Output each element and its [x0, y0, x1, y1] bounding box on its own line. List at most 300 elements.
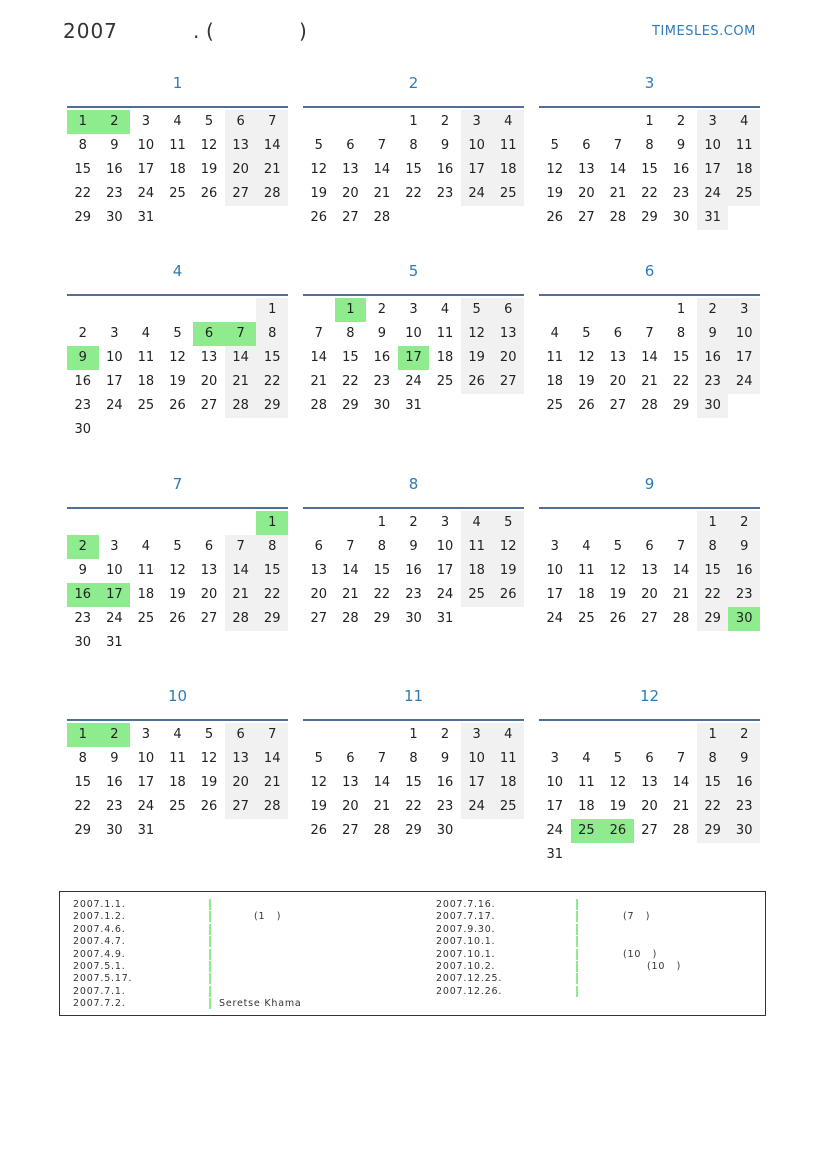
day-cell[interactable]: 31: [436, 611, 454, 626]
day-cell[interactable]: 31: [546, 847, 564, 862]
day-cell[interactable]: 27: [609, 398, 627, 413]
day-cell[interactable]: 3: [697, 110, 729, 134]
day-cell[interactable]: 24: [436, 587, 454, 602]
holiday-day-cell[interactable]: 17: [398, 346, 430, 370]
day-cell[interactable]: 2: [728, 723, 760, 747]
day-cell[interactable]: 9: [377, 326, 387, 341]
day-cell[interactable]: 2: [697, 298, 729, 322]
day-cell[interactable]: 20: [200, 587, 218, 602]
day-cell[interactable]: 6: [225, 110, 257, 134]
holiday-day-cell[interactable]: 30: [728, 607, 760, 631]
day-cell[interactable]: 22: [74, 186, 92, 201]
day-cell[interactable]: 23: [728, 583, 760, 607]
day-cell[interactable]: 4: [550, 326, 559, 341]
day-cell[interactable]: 16: [106, 775, 123, 790]
day-cell[interactable]: 16: [405, 563, 422, 578]
day-cell[interactable]: 9: [676, 138, 686, 153]
day-cell[interactable]: 16: [436, 162, 454, 177]
day-cell[interactable]: 16: [728, 771, 760, 795]
day-cell[interactable]: 21: [225, 583, 257, 607]
day-cell[interactable]: 21: [672, 587, 690, 602]
day-cell[interactable]: 23: [74, 398, 92, 413]
day-cell[interactable]: 13: [225, 747, 257, 771]
day-cell[interactable]: 2: [78, 326, 87, 341]
day-cell[interactable]: 2: [440, 114, 450, 129]
day-cell[interactable]: 15: [256, 559, 288, 583]
day-cell[interactable]: 15: [697, 771, 729, 795]
day-cell[interactable]: 29: [697, 607, 729, 631]
day-cell[interactable]: 6: [346, 751, 355, 766]
day-cell[interactable]: 6: [204, 539, 214, 554]
day-cell[interactable]: 19: [492, 559, 524, 583]
brand-link[interactable]: TIMESLES.COM: [652, 24, 756, 39]
day-cell[interactable]: 15: [641, 162, 658, 177]
day-cell[interactable]: 17: [137, 162, 155, 177]
day-cell[interactable]: 16: [373, 350, 391, 365]
day-cell[interactable]: 7: [676, 751, 686, 766]
day-cell[interactable]: 28: [373, 823, 391, 838]
day-cell[interactable]: 5: [492, 511, 524, 535]
day-cell[interactable]: 14: [256, 134, 288, 158]
day-cell[interactable]: 11: [169, 138, 186, 153]
day-cell[interactable]: 30: [405, 611, 422, 626]
day-cell[interactable]: 28: [609, 210, 627, 225]
day-cell[interactable]: 17: [106, 374, 123, 389]
day-cell[interactable]: 10: [405, 326, 422, 341]
day-cell[interactable]: 15: [373, 563, 391, 578]
day-cell[interactable]: 4: [582, 751, 591, 766]
day-cell[interactable]: 12: [169, 350, 186, 365]
day-cell[interactable]: 29: [256, 394, 288, 418]
day-cell[interactable]: 13: [609, 350, 627, 365]
day-cell[interactable]: 30: [697, 394, 729, 418]
day-cell[interactable]: 8: [676, 326, 686, 341]
day-cell[interactable]: 9: [440, 751, 450, 766]
day-cell[interactable]: 17: [461, 771, 493, 795]
day-cell[interactable]: 28: [256, 182, 288, 206]
day-cell[interactable]: 14: [641, 350, 658, 365]
day-cell[interactable]: 19: [310, 799, 328, 814]
day-cell[interactable]: 11: [137, 563, 155, 578]
holiday-day-cell[interactable]: 17: [99, 583, 131, 607]
day-cell[interactable]: 3: [461, 723, 493, 747]
day-cell[interactable]: 26: [461, 370, 493, 394]
holiday-day-cell[interactable]: 25: [571, 819, 603, 843]
day-cell[interactable]: 4: [492, 723, 524, 747]
day-cell[interactable]: 22: [697, 583, 729, 607]
day-cell[interactable]: 11: [461, 535, 493, 559]
day-cell[interactable]: 30: [672, 210, 690, 225]
day-cell[interactable]: 6: [492, 298, 524, 322]
day-cell[interactable]: 19: [578, 374, 595, 389]
day-cell[interactable]: 22: [256, 583, 288, 607]
day-cell[interactable]: 21: [310, 374, 328, 389]
holiday-day-cell[interactable]: 1: [67, 723, 99, 747]
day-cell[interactable]: 12: [169, 563, 186, 578]
day-cell[interactable]: 31: [137, 823, 155, 838]
day-cell[interactable]: 23: [106, 186, 123, 201]
day-cell[interactable]: 4: [728, 110, 760, 134]
day-cell[interactable]: 14: [225, 346, 257, 370]
day-cell[interactable]: 21: [225, 370, 257, 394]
day-cell[interactable]: 3: [440, 515, 450, 530]
day-cell[interactable]: 14: [373, 775, 391, 790]
day-cell[interactable]: 20: [225, 771, 257, 795]
day-cell[interactable]: 24: [106, 398, 123, 413]
day-cell[interactable]: 1: [409, 727, 418, 742]
day-cell[interactable]: 13: [342, 162, 359, 177]
holiday-day-cell[interactable]: 2: [67, 535, 99, 559]
day-cell[interactable]: 29: [342, 398, 359, 413]
day-cell[interactable]: 4: [141, 539, 151, 554]
day-cell[interactable]: 10: [106, 350, 123, 365]
day-cell[interactable]: 24: [137, 186, 155, 201]
day-cell[interactable]: 3: [550, 751, 559, 766]
day-cell[interactable]: 7: [314, 326, 323, 341]
day-cell[interactable]: 28: [641, 398, 658, 413]
day-cell[interactable]: 23: [373, 374, 391, 389]
day-cell[interactable]: 3: [409, 302, 418, 317]
day-cell[interactable]: 27: [342, 210, 359, 225]
day-cell[interactable]: 22: [342, 374, 359, 389]
day-cell[interactable]: 18: [492, 158, 524, 182]
day-cell[interactable]: 15: [74, 775, 92, 790]
day-cell[interactable]: 9: [78, 563, 87, 578]
day-cell[interactable]: 8: [697, 747, 729, 771]
day-cell[interactable]: 4: [173, 727, 182, 742]
day-cell[interactable]: 7: [377, 751, 387, 766]
day-cell[interactable]: 15: [405, 162, 422, 177]
day-cell[interactable]: 9: [110, 138, 119, 153]
day-cell[interactable]: 17: [546, 799, 564, 814]
day-cell[interactable]: 26: [609, 611, 627, 626]
day-cell[interactable]: 9: [110, 751, 119, 766]
day-cell[interactable]: 27: [578, 210, 595, 225]
day-cell[interactable]: 19: [609, 799, 627, 814]
day-cell[interactable]: 2: [676, 114, 686, 129]
day-cell[interactable]: 20: [609, 374, 627, 389]
day-cell[interactable]: 21: [373, 186, 391, 201]
day-cell[interactable]: 18: [461, 559, 493, 583]
day-cell[interactable]: 5: [461, 298, 493, 322]
day-cell[interactable]: 17: [436, 563, 454, 578]
day-cell[interactable]: 28: [310, 398, 328, 413]
day-cell[interactable]: 27: [310, 611, 328, 626]
day-cell[interactable]: 24: [106, 611, 123, 626]
day-cell[interactable]: 24: [137, 799, 155, 814]
day-cell[interactable]: 5: [204, 114, 214, 129]
day-cell[interactable]: 24: [405, 374, 422, 389]
day-cell[interactable]: 23: [436, 799, 454, 814]
day-cell[interactable]: 9: [728, 747, 760, 771]
day-cell[interactable]: 8: [256, 535, 288, 559]
day-cell[interactable]: 7: [613, 138, 623, 153]
day-cell[interactable]: 16: [697, 346, 729, 370]
day-cell[interactable]: 22: [256, 370, 288, 394]
day-cell[interactable]: 10: [137, 751, 155, 766]
day-cell[interactable]: 6: [314, 539, 323, 554]
day-cell[interactable]: 4: [461, 511, 493, 535]
day-cell[interactable]: 5: [314, 751, 323, 766]
day-cell[interactable]: 19: [200, 162, 218, 177]
day-cell[interactable]: 1: [697, 723, 729, 747]
day-cell[interactable]: 3: [141, 114, 151, 129]
day-cell[interactable]: 6: [645, 539, 654, 554]
day-cell[interactable]: 21: [672, 799, 690, 814]
day-cell[interactable]: 6: [645, 751, 654, 766]
day-cell[interactable]: 27: [641, 823, 658, 838]
day-cell[interactable]: 12: [200, 751, 218, 766]
day-cell[interactable]: 26: [546, 210, 564, 225]
day-cell[interactable]: 13: [492, 322, 524, 346]
day-cell[interactable]: 20: [310, 587, 328, 602]
day-cell[interactable]: 17: [461, 158, 493, 182]
day-cell[interactable]: 11: [578, 775, 595, 790]
day-cell[interactable]: 18: [546, 374, 564, 389]
day-cell[interactable]: 7: [256, 110, 288, 134]
day-cell[interactable]: 29: [74, 823, 92, 838]
day-cell[interactable]: 16: [672, 162, 690, 177]
day-cell[interactable]: 31: [405, 398, 422, 413]
day-cell[interactable]: 27: [200, 398, 218, 413]
day-cell[interactable]: 27: [492, 370, 524, 394]
day-cell[interactable]: 20: [578, 186, 595, 201]
day-cell[interactable]: 8: [377, 539, 387, 554]
day-cell[interactable]: 3: [461, 110, 493, 134]
day-cell[interactable]: 23: [405, 587, 422, 602]
day-cell[interactable]: 26: [310, 823, 328, 838]
day-cell[interactable]: 17: [546, 587, 564, 602]
day-cell[interactable]: 8: [409, 751, 418, 766]
day-cell[interactable]: 22: [697, 795, 729, 819]
day-cell[interactable]: 27: [641, 611, 658, 626]
day-cell[interactable]: 16: [106, 162, 123, 177]
day-cell[interactable]: 23: [436, 186, 454, 201]
day-cell[interactable]: 30: [106, 823, 123, 838]
day-cell[interactable]: 18: [137, 374, 155, 389]
day-cell[interactable]: 1: [256, 298, 288, 322]
day-cell[interactable]: 30: [373, 398, 391, 413]
day-cell[interactable]: 23: [728, 795, 760, 819]
day-cell[interactable]: 29: [256, 607, 288, 631]
day-cell[interactable]: 14: [609, 162, 627, 177]
day-cell[interactable]: 23: [672, 186, 690, 201]
day-cell[interactable]: 10: [728, 322, 760, 346]
day-cell[interactable]: 10: [137, 138, 155, 153]
day-cell[interactable]: 29: [74, 210, 92, 225]
day-cell[interactable]: 22: [672, 374, 690, 389]
day-cell[interactable]: 13: [200, 350, 218, 365]
day-cell[interactable]: 3: [141, 727, 151, 742]
day-cell[interactable]: 11: [492, 747, 524, 771]
day-cell[interactable]: 5: [204, 727, 214, 742]
day-cell[interactable]: 14: [310, 350, 328, 365]
day-cell[interactable]: 21: [373, 799, 391, 814]
day-cell[interactable]: 5: [173, 326, 182, 341]
day-cell[interactable]: 21: [342, 587, 359, 602]
day-cell[interactable]: 22: [641, 186, 658, 201]
day-cell[interactable]: 7: [645, 326, 654, 341]
day-cell[interactable]: 19: [169, 587, 186, 602]
day-cell[interactable]: 12: [310, 162, 328, 177]
day-cell[interactable]: 25: [137, 398, 155, 413]
day-cell[interactable]: 28: [256, 795, 288, 819]
day-cell[interactable]: 24: [728, 370, 760, 394]
day-cell[interactable]: 15: [672, 350, 690, 365]
day-cell[interactable]: 29: [641, 210, 658, 225]
day-cell[interactable]: 22: [405, 799, 422, 814]
day-cell[interactable]: 1: [409, 114, 418, 129]
holiday-day-cell[interactable]: 2: [99, 110, 131, 134]
day-cell[interactable]: 3: [728, 298, 760, 322]
day-cell[interactable]: 13: [342, 775, 359, 790]
day-cell[interactable]: 11: [492, 134, 524, 158]
day-cell[interactable]: 3: [110, 326, 119, 341]
day-cell[interactable]: 24: [546, 611, 564, 626]
day-cell[interactable]: 1: [676, 302, 686, 317]
day-cell[interactable]: 30: [728, 819, 760, 843]
day-cell[interactable]: 24: [546, 823, 564, 838]
day-cell[interactable]: 26: [169, 611, 186, 626]
day-cell[interactable]: 26: [578, 398, 595, 413]
day-cell[interactable]: 28: [225, 607, 257, 631]
day-cell[interactable]: 27: [342, 823, 359, 838]
day-cell[interactable]: 8: [346, 326, 355, 341]
day-cell[interactable]: 1: [645, 114, 654, 129]
day-cell[interactable]: 10: [436, 539, 454, 554]
day-cell[interactable]: 14: [672, 775, 690, 790]
day-cell[interactable]: 11: [137, 350, 155, 365]
day-cell[interactable]: 11: [728, 134, 760, 158]
day-cell[interactable]: 4: [492, 110, 524, 134]
day-cell[interactable]: 7: [256, 723, 288, 747]
day-cell[interactable]: 5: [550, 138, 559, 153]
day-cell[interactable]: 21: [256, 771, 288, 795]
day-cell[interactable]: 12: [546, 162, 564, 177]
day-cell[interactable]: 20: [641, 799, 658, 814]
day-cell[interactable]: 20: [225, 158, 257, 182]
day-cell[interactable]: 11: [546, 350, 564, 365]
day-cell[interactable]: 31: [106, 635, 123, 650]
day-cell[interactable]: 29: [697, 819, 729, 843]
day-cell[interactable]: 9: [440, 138, 450, 153]
day-cell[interactable]: 21: [256, 158, 288, 182]
day-cell[interactable]: 5: [613, 751, 623, 766]
day-cell[interactable]: 23: [697, 370, 729, 394]
day-cell[interactable]: 10: [546, 775, 564, 790]
day-cell[interactable]: 2: [377, 302, 387, 317]
day-cell[interactable]: 10: [106, 563, 123, 578]
day-cell[interactable]: 14: [342, 563, 359, 578]
day-cell[interactable]: 26: [200, 186, 218, 201]
holiday-day-cell[interactable]: 7: [225, 322, 257, 346]
holiday-day-cell[interactable]: 1: [335, 298, 367, 322]
day-cell[interactable]: 8: [78, 138, 87, 153]
day-cell[interactable]: 14: [672, 563, 690, 578]
day-cell[interactable]: 15: [697, 559, 729, 583]
day-cell[interactable]: 23: [106, 799, 123, 814]
day-cell[interactable]: 25: [137, 611, 155, 626]
day-cell[interactable]: 28: [225, 394, 257, 418]
day-cell[interactable]: 11: [578, 563, 595, 578]
holiday-day-cell[interactable]: 26: [602, 819, 634, 843]
day-cell[interactable]: 13: [578, 162, 595, 177]
day-cell[interactable]: 20: [342, 186, 359, 201]
day-cell[interactable]: 15: [256, 346, 288, 370]
day-cell[interactable]: 26: [310, 210, 328, 225]
day-cell[interactable]: 22: [373, 587, 391, 602]
day-cell[interactable]: 10: [546, 563, 564, 578]
day-cell[interactable]: 2: [728, 511, 760, 535]
day-cell[interactable]: 12: [310, 775, 328, 790]
day-cell[interactable]: 30: [436, 823, 454, 838]
day-cell[interactable]: 25: [436, 374, 454, 389]
day-cell[interactable]: 26: [169, 398, 186, 413]
day-cell[interactable]: 14: [225, 559, 257, 583]
day-cell[interactable]: 17: [697, 158, 729, 182]
day-cell[interactable]: 16: [74, 374, 92, 389]
day-cell[interactable]: 18: [492, 771, 524, 795]
day-cell[interactable]: 18: [578, 587, 595, 602]
day-cell[interactable]: 24: [697, 182, 729, 206]
day-cell[interactable]: 19: [461, 346, 493, 370]
day-cell[interactable]: 5: [314, 138, 323, 153]
day-cell[interactable]: 30: [74, 635, 92, 650]
day-cell[interactable]: 25: [492, 795, 524, 819]
holiday-day-cell[interactable]: 6: [193, 322, 225, 346]
day-cell[interactable]: 27: [225, 795, 257, 819]
day-cell[interactable]: 12: [609, 563, 627, 578]
day-cell[interactable]: 25: [169, 186, 186, 201]
day-cell[interactable]: 6: [346, 138, 355, 153]
day-cell[interactable]: 24: [461, 795, 493, 819]
day-cell[interactable]: 6: [225, 723, 257, 747]
day-cell[interactable]: 1: [697, 511, 729, 535]
day-cell[interactable]: 6: [613, 326, 623, 341]
day-cell[interactable]: 9: [728, 535, 760, 559]
day-cell[interactable]: 8: [78, 751, 87, 766]
day-cell[interactable]: 3: [110, 539, 119, 554]
holiday-day-cell[interactable]: 16: [67, 583, 99, 607]
day-cell[interactable]: 13: [641, 563, 658, 578]
day-cell[interactable]: 14: [373, 162, 391, 177]
day-cell[interactable]: 11: [169, 751, 186, 766]
day-cell[interactable]: 14: [256, 747, 288, 771]
day-cell[interactable]: 5: [173, 539, 182, 554]
day-cell[interactable]: 21: [641, 374, 658, 389]
day-cell[interactable]: 4: [141, 326, 151, 341]
day-cell[interactable]: 10: [461, 747, 493, 771]
day-cell[interactable]: 22: [405, 186, 422, 201]
day-cell[interactable]: 20: [342, 799, 359, 814]
day-cell[interactable]: 27: [225, 182, 257, 206]
day-cell[interactable]: 3: [550, 539, 559, 554]
day-cell[interactable]: 25: [578, 611, 595, 626]
day-cell[interactable]: 4: [582, 539, 591, 554]
day-cell[interactable]: 13: [225, 134, 257, 158]
day-cell[interactable]: 15: [74, 162, 92, 177]
day-cell[interactable]: 24: [461, 182, 493, 206]
day-cell[interactable]: 17: [137, 775, 155, 790]
day-cell[interactable]: 12: [578, 350, 595, 365]
day-cell[interactable]: 29: [373, 611, 391, 626]
day-cell[interactable]: 15: [342, 350, 359, 365]
day-cell[interactable]: 7: [346, 539, 355, 554]
day-cell[interactable]: 2: [440, 727, 450, 742]
day-cell[interactable]: 28: [672, 611, 690, 626]
day-cell[interactable]: 13: [310, 563, 328, 578]
day-cell[interactable]: 12: [461, 322, 493, 346]
